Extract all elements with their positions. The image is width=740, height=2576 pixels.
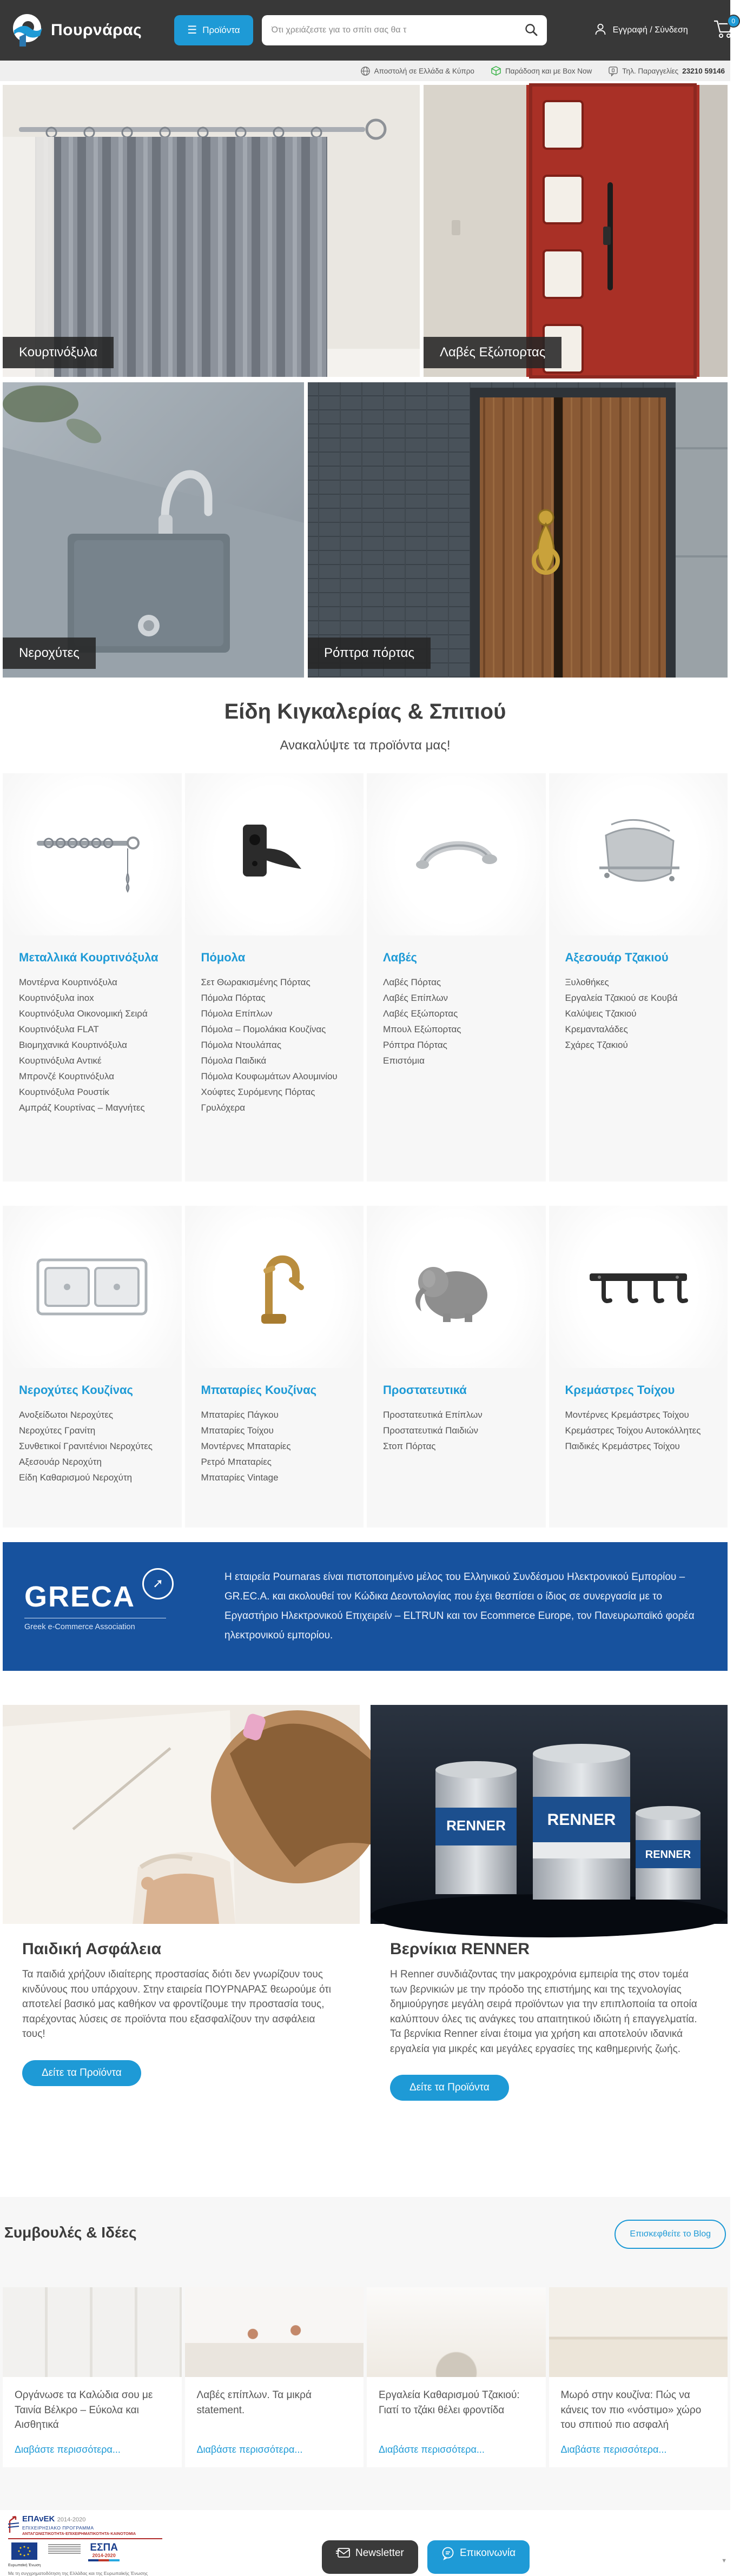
blog-card [185, 2287, 364, 2467]
greca-description: Η εταιρεία Pournaras είναι πιστοποιημένο μέλος του Ελληνικού Συνδέσμου Ηλεκτρονικού Εμπορίου – GR.EC.A. και ακολουθεί τον Κώδικα Δεοντολογίας που έχει θεσπίσει ο ίδιος σε συνεργασία με το Εργαστήριο Ηλεκτρονικού Επιχειρείν – ELTRUN και τον Ecommerce Europe, τον Πανευρωπαϊκό φορέα ηλεκτρονικού εμπορίου. [224, 1571, 695, 1642]
category-link[interactable]: Λαβές Εξώπορτας [383, 1008, 458, 1019]
category-card [549, 1206, 728, 1528]
blog-post-image[interactable] [185, 2287, 364, 2377]
hero-tile-door-knockers[interactable] [308, 382, 728, 678]
greca-logo-text: GRECA [24, 1580, 136, 1613]
espa-logos-row [8, 2542, 162, 2567]
category-card [3, 1206, 182, 1528]
category-link[interactable]: Ανοξείδωτοι Νεροχύτες [19, 1410, 114, 1420]
blog-read-more-link[interactable]: Διαβάστε περισσότερα... [196, 2444, 303, 2455]
category-link[interactable]: Αξεσουάρ Νεροχύτη [19, 1457, 102, 1467]
user-icon [593, 22, 607, 39]
contact-button[interactable] [427, 2540, 530, 2574]
account-label: Εγγραφή / Σύνδεση [612, 25, 688, 35]
category-link[interactable]: Νεροχύτες Γρανίτη [19, 1425, 96, 1436]
category-link[interactable]: Βιομηχανικά Κουρτινόξυλα [19, 1040, 127, 1050]
blog-post-image[interactable] [3, 2287, 182, 2377]
cart-button[interactable] [713, 19, 735, 42]
category-row-2 [3, 1206, 728, 1528]
greca-banner [3, 1542, 728, 1671]
globe-icon [360, 66, 371, 76]
search-input[interactable] [262, 15, 547, 45]
blog-card [3, 2287, 182, 2467]
blog-post-body [367, 2377, 546, 2467]
category-link[interactable]: Μοντέρνες Μπαταρίες [201, 1441, 291, 1451]
greca-tagline: Greek e-Commerce Association [24, 1622, 135, 1631]
category-link[interactable]: Μπαταρίες Vintage [201, 1472, 279, 1483]
blog-cards-row [3, 2287, 728, 2467]
category-link[interactable]: Παιδικές Κρεμάστρες Τοίχου [565, 1441, 680, 1451]
logo[interactable] [10, 12, 142, 49]
category-link[interactable]: Σχάρες Τζακιού [565, 1040, 628, 1050]
envelope-icon [336, 2548, 350, 2559]
eu-flag-block [8, 2542, 41, 2567]
category-link[interactable]: Πόμολα Επίπλων [201, 1008, 273, 1019]
category-link[interactable]: Ξυλοθήκες [565, 977, 609, 987]
category-link[interactable]: Γρυλόχερα [201, 1103, 246, 1113]
epanek-text: ΕΠΑνΕΚ [22, 2514, 55, 2524]
espa-axis-text: ΑΝΤΑΓΩΝΙΣΤΙΚΟΤΗΤΑ·ΕΠΙΧΕΙΡΗΜΑΤΙΚΟΤΗΤΑ·ΚΑΙΝΟΤΟΜΙΑ [22, 2531, 136, 2536]
blog-read-more-link[interactable]: Διαβάστε περισσότερα... [560, 2444, 667, 2455]
category-link[interactable]: Επιστόμια [383, 1055, 425, 1066]
promo-renner-image [371, 1705, 728, 1924]
boxnow-info [491, 65, 592, 76]
blog-post-image[interactable] [549, 2287, 728, 2377]
account-login-link[interactable] [593, 22, 688, 39]
category-link[interactable]: Μπαταρίες Τοίχου [201, 1425, 274, 1436]
promo-products-button[interactable]: Δείτε τα Προϊόντα [22, 2060, 141, 2086]
espa-divider [8, 2538, 162, 2539]
chat-phone-icon [608, 66, 618, 76]
section-subtitle: Ανακαλύψτε τα προϊόντα μας! [280, 738, 451, 753]
ministry-emblem [48, 2542, 81, 2562]
promo-text: Η Renner συνδιάζοντας την μακροχρόνια εμπειρία της στον τομέα των βερνικιών με την πρόοδο της επιστήμης και της τεχνολογίας δημιούργησε μεγάλη σειρά προϊόντων για την επιπλοποιία τα οποία καλύπτουν όλες τις ανάγκες του απαιτητικού ιδιώτη ή επαγγελματία. Τα βερνίκια Renner είναι έτοιμα για χρήση και αποτελούν ιδανικά εργαλεία για μικρές και μεγάλες εργασίες της καθημερινής ζωής. [390, 1969, 697, 2055]
category-link[interactable]: Αμπράζ Κουρτίνας – Μαγνήτες [19, 1103, 145, 1113]
category-link[interactable]: Κουρτινόξυλα Ρουστίκ [19, 1087, 110, 1097]
category-link[interactable]: Ρετρό Μπαταρίες [201, 1457, 272, 1467]
category-card [3, 773, 182, 1181]
section-title: Είδη Κιγκαλερίας & Σπιτιού [224, 700, 506, 723]
hero-label: Ρόπτρα πόρτας [308, 638, 431, 669]
category-image[interactable] [3, 1206, 182, 1368]
category-link[interactable]: Σετ Θωρακισμένης Πόρτας [201, 977, 310, 987]
category-card [185, 1206, 364, 1528]
promo-title: Παιδική Ασφάλεια [22, 1940, 162, 1958]
promo-child-safety [3, 1705, 360, 2086]
products-menu-button[interactable] [174, 15, 253, 45]
greca-arrow-icon: ➚ [142, 1568, 174, 1599]
epanek-arrow-icon [8, 2515, 19, 2534]
category-title-link[interactable]: Μπαταρίες Κουζίνας [201, 1383, 317, 1397]
info-bar [0, 61, 730, 81]
hero-label: Νεροχύτες [3, 638, 96, 669]
category-title-link[interactable]: Λαβές [383, 951, 417, 964]
category-link[interactable]: Προστατευτικά Επίπλων [383, 1410, 483, 1420]
footer [0, 2510, 730, 2576]
blog-read-more-link[interactable]: Διαβάστε περισσότερα... [379, 2444, 485, 2455]
category-link-list [383, 974, 530, 1068]
category-link[interactable]: Καλύψεις Τζακιού [565, 1008, 637, 1019]
promo-text: Τα παιδιά χρήζουν ιδιαίτερης προστασίας διότι δεν γνωρίζουν τους κινδύνους που υπάρχουν. Στην εταιρεία ΠΟΥΡΝΑΡΑΣ θεωρούμε ότι αποτελεί βασικό μας καθήκον να φροντίζουμε την προστασία τους, παρέχοντας λύσεις σε προϊόντα που εξασφαλίζουν την ασφάλεια τους! [22, 1969, 331, 2040]
category-link-list [565, 974, 712, 1053]
category-image[interactable] [367, 1206, 546, 1368]
espa-funding-banner [8, 2514, 162, 2576]
blog-post-body [185, 2377, 364, 2467]
category-title-link[interactable]: Νεροχύτες Κουζίνας [19, 1383, 133, 1397]
renner-can-label: RENNER [446, 1817, 506, 1834]
category-link[interactable]: Κουρτινόξυλα Αντικέ [19, 1055, 102, 1066]
blog-post-title[interactable]: Μωρό στην κουζίνα: Πώς να κάνεις τον πιο «νόστιμο» χώρο του σπιτιού πιο ασφαλή [560, 2389, 702, 2431]
epanek-years: 2014-2020 [57, 2517, 86, 2523]
category-link[interactable]: Εργαλεία Τζακιού σε Κουβά [565, 993, 678, 1003]
category-title-link[interactable]: Πόμολα [201, 951, 246, 964]
logo-text: Πουρνάρας [51, 21, 142, 39]
category-title-link[interactable]: Προστατευτικά [383, 1383, 467, 1397]
category-link[interactable]: Λαβές Επίπλων [383, 993, 448, 1003]
promo-renner-varnishes [371, 1705, 728, 2101]
category-link[interactable]: Μοντέρνα Κουρτινόξυλα [19, 977, 117, 987]
newsletter-button[interactable] [322, 2540, 418, 2574]
espa-logo [88, 2542, 120, 2561]
boxnow-text: Παράδοση και με Box Now [505, 67, 592, 75]
category-link[interactable]: Πόμολα – Πομολάκια Κουζίνας [201, 1024, 326, 1034]
espa-cofunding-text: Με τη συγχρηματοδότηση της Ελλάδας και της Ευρωπαϊκής Ένωσης [8, 2571, 148, 2576]
blog-post-title[interactable]: Εργαλεία Καθαρισμού Τζακιού: Γιατί το τζάκι θέλει φροντίδα [379, 2389, 520, 2416]
category-image[interactable] [3, 773, 182, 935]
category-link-list [201, 1407, 348, 1485]
blog-heading: Συμβουλές & Ιδέες [4, 2224, 137, 2241]
eu-flag-caption: Ευρωπαϊκή Ένωση [8, 2564, 41, 2567]
category-link[interactable]: Μοντέρνες Κρεμάστρες Τοίχου [565, 1410, 689, 1420]
blog-post-body [3, 2377, 182, 2467]
cart-count-badge: 0 [727, 15, 740, 28]
search-icon[interactable] [524, 23, 538, 37]
hero-tile-exterior-door-handles[interactable] [424, 85, 728, 377]
phone-number[interactable]: 23210 59146 [682, 67, 725, 75]
category-link-list [565, 1407, 712, 1454]
category-link[interactable]: Είδη Καθαρισμού Νεροχύτη [19, 1472, 133, 1483]
category-image[interactable] [367, 773, 546, 935]
package-icon [491, 65, 501, 76]
contact-label: Επικοινωνία [460, 2547, 516, 2559]
hero-tile-sinks[interactable] [3, 382, 304, 678]
promo-title: Βερνίκια RENNER [390, 1940, 530, 1958]
category-link[interactable]: Συνθετικοί Γρανιτένιοι Νεροχύτες [19, 1441, 153, 1451]
shipping-text: Αποστολή σε Ελλάδα & Κύπρο [374, 67, 474, 75]
category-link[interactable]: Κουρτινόξυλα inox [19, 993, 94, 1003]
shipping-info [360, 66, 474, 76]
category-link[interactable]: Στοπ Πόρτας [383, 1441, 436, 1451]
blog-read-more-link[interactable]: Διαβάστε περισσότερα... [15, 2444, 121, 2455]
eu-flag-icon [11, 2542, 37, 2560]
category-link[interactable]: Προστατευτικά Παιδιών [383, 1425, 479, 1436]
category-link[interactable]: Μπουλ Εξώπορτας [383, 1024, 461, 1034]
chat-bubble-icon [441, 2547, 454, 2560]
hamburger-icon: ☰ [187, 24, 197, 36]
header [0, 0, 736, 61]
hero-tile-curtain-rods[interactable] [3, 85, 420, 377]
category-card [185, 773, 364, 1181]
category-image[interactable] [549, 1206, 728, 1368]
phone-label: Τηλ. Παραγγελίες [622, 67, 679, 75]
category-link[interactable]: Ρόπτρα Πόρτας [383, 1040, 447, 1050]
hero-label: Κουρτινόξυλα [3, 337, 114, 368]
blog-card [549, 2287, 728, 2467]
blog-card [367, 2287, 546, 2467]
promo-products-button[interactable]: Δείτε τα Προϊόντα [390, 2075, 509, 2101]
blog-post-image[interactable] [367, 2287, 546, 2377]
category-title-link[interactable]: Κρεμάστρες Τοίχου [565, 1383, 675, 1397]
renner-can-label: RENNER [645, 1849, 691, 1861]
logo-icon [10, 12, 44, 49]
promo-child-safety-image [3, 1705, 360, 1924]
blog-post-body [549, 2377, 728, 2467]
category-link-list [383, 1407, 530, 1454]
category-link[interactable]: Κρεμανταλάδες [565, 1024, 628, 1034]
hero-label: Λαβές Εξώπορτας [424, 337, 561, 368]
blog-post-title[interactable]: Οργάνωσε τα Καλώδια σου με Ταινία Βέλκρο – Εύκολα και Αισθητικά [15, 2389, 153, 2431]
category-link[interactable]: Πόμολα Παιδικά [201, 1055, 267, 1066]
category-link[interactable]: Χούφτες Συρόμενης Πόρτας [201, 1087, 315, 1097]
category-section-heading [0, 700, 730, 753]
category-image[interactable] [185, 773, 364, 935]
category-link-list [19, 1407, 166, 1485]
category-link[interactable]: Κρεμάστρες Τοίχου Αυτοκόλλητες [565, 1425, 701, 1436]
category-link[interactable]: Κουρτινόξυλα FLAT [19, 1024, 99, 1034]
category-link[interactable]: Μπρονζέ Κουρτινόξυλα [19, 1071, 115, 1081]
products-menu-label: Προϊόντα [202, 25, 240, 35]
epanek-logo [8, 2514, 162, 2536]
category-card [367, 1206, 546, 1528]
renner-can-label: RENNER [547, 1811, 616, 1829]
category-image[interactable] [549, 773, 728, 935]
category-image[interactable] [185, 1206, 364, 1368]
category-card [367, 773, 546, 1181]
espa-word: ΕΣΠΑ [90, 2542, 118, 2553]
newsletter-label: Newsletter [355, 2547, 404, 2559]
category-link[interactable]: Λαβές Πόρτας [383, 977, 441, 987]
category-card [549, 773, 728, 1181]
greca-logo [24, 1576, 187, 1631]
category-title-link[interactable]: Μεταλλικά Κουρτινόξυλα [19, 951, 158, 964]
blog-post-title[interactable]: Λαβές επίπλων. Τα μικρά statement. [196, 2389, 312, 2416]
category-link-list [19, 974, 166, 1116]
search-bar [262, 15, 547, 45]
blog-section [0, 2197, 730, 2510]
phone-orders-info [608, 66, 725, 76]
resize-handle-icon: ▼ [721, 2558, 727, 2564]
category-link-list [201, 974, 348, 1116]
category-link[interactable]: Πόμολα Ντουλάπας [201, 1040, 282, 1050]
espa-colorbar [88, 2559, 120, 2561]
espa-logo-years: 2014-2020 [92, 2553, 116, 2558]
category-row-1 [3, 773, 728, 1181]
visit-blog-button[interactable]: Επισκεφθείτε το Blog [615, 2220, 726, 2249]
category-link[interactable]: Μπαταρίες Πάγκου [201, 1410, 279, 1420]
category-link[interactable]: Πόμολα Κουφωμάτων Αλουμινίου [201, 1071, 338, 1081]
category-title-link[interactable]: Αξεσουάρ Τζακιού [565, 951, 669, 964]
category-link[interactable]: Κουρτινόξυλα Οικονομική Σειρά [19, 1008, 148, 1019]
category-link[interactable]: Πόμολα Πόρτας [201, 993, 266, 1003]
espa-program-text: ΕΠΙΧΕΙΡΗΣΙΑΚΟ ΠΡΟΓΡΑΜΜΑ [22, 2525, 94, 2531]
